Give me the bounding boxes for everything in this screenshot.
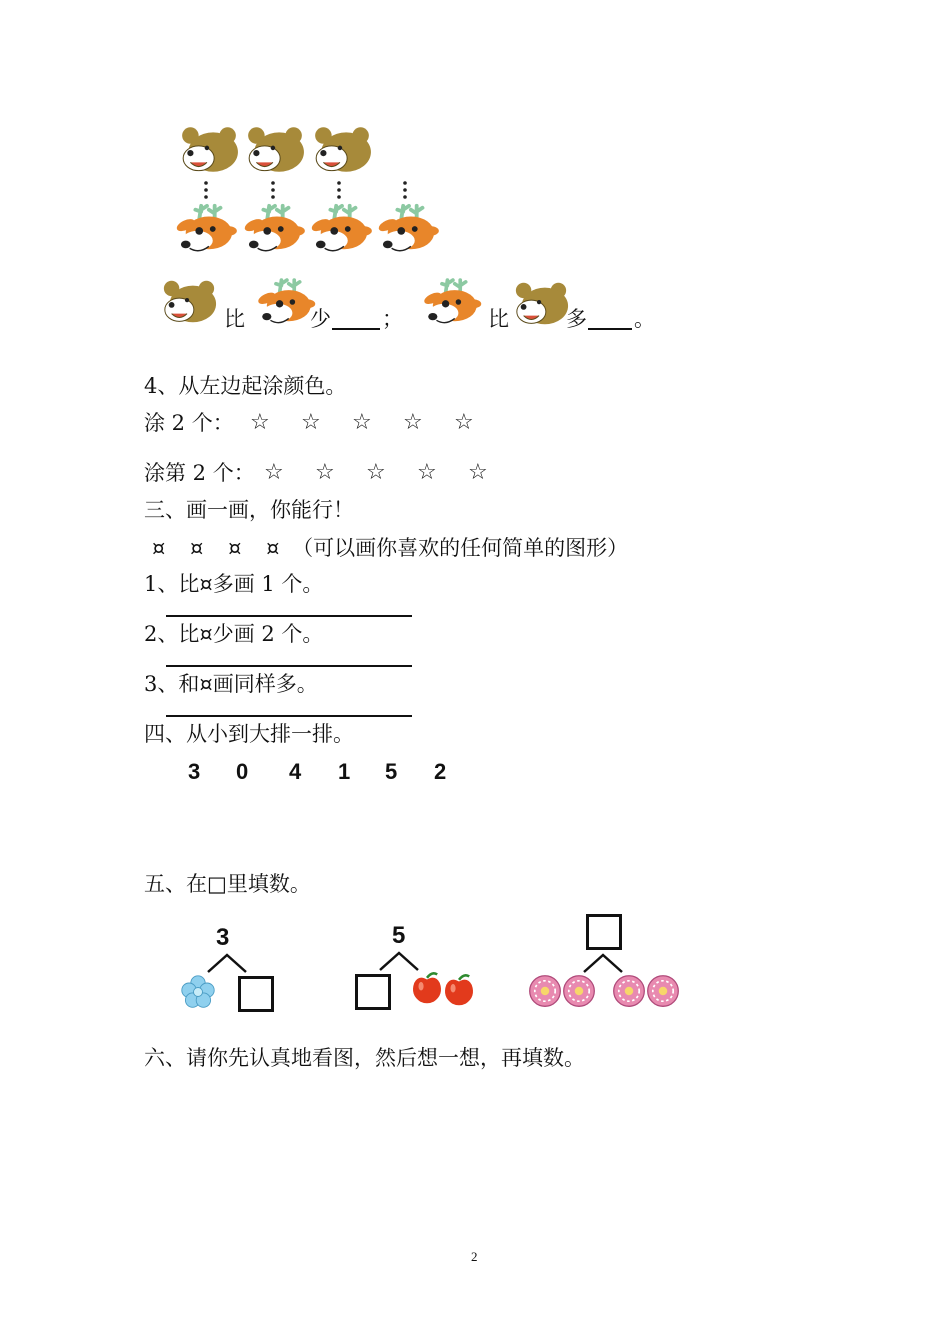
pink-flower-icon <box>646 974 680 1008</box>
number-tree-1 <box>180 920 290 1020</box>
number-item: 0 <box>236 759 249 784</box>
dot-connector <box>270 180 276 202</box>
split-lines <box>378 950 420 972</box>
star-icon[interactable]: ☆ <box>352 410 372 435</box>
sec3-symbols-row <box>152 535 628 561</box>
deer-head-icon <box>307 202 375 256</box>
drawing-line-2[interactable] <box>166 665 412 667</box>
answer-box[interactable] <box>238 976 274 1012</box>
q4-row-1 <box>144 410 544 440</box>
dot-connectors <box>200 180 420 202</box>
q4-row-1-label: 涂 2 个： <box>144 411 234 435</box>
drawing-line-3[interactable] <box>166 715 412 717</box>
sec3-item-2: 2、比¤少画 2 个。 <box>144 622 324 646</box>
q4-row-2 <box>144 460 564 490</box>
compare-separator: ； <box>382 307 403 331</box>
bear-row <box>178 125 378 177</box>
number-item: 5 <box>385 759 398 784</box>
answer-box[interactable] <box>355 974 391 1010</box>
star-icon[interactable]: ☆ <box>250 410 270 435</box>
star-icon[interactable]: ☆ <box>403 410 423 435</box>
bear-head-icon <box>160 278 218 326</box>
answer-blank-2[interactable] <box>588 308 632 330</box>
star-icon[interactable]: ☆ <box>454 410 474 435</box>
split-lines <box>582 952 624 974</box>
number-item: 4 <box>289 759 302 784</box>
number-tree-3 <box>526 910 686 1015</box>
apple-icon <box>442 972 476 1008</box>
star-icon[interactable]: ☆ <box>468 460 488 485</box>
star-icon[interactable]: ☆ <box>366 460 386 485</box>
q4-title: 4、从左边起涂颜色。 <box>144 374 347 398</box>
page-number: 2 <box>471 1249 478 1264</box>
compare-duo: 多 <box>566 307 587 331</box>
sec6-title: 六、请你先认真地看图，然后想一想，再填数。 <box>144 1046 585 1070</box>
number-item: 1 <box>338 759 351 784</box>
dot-connector <box>402 180 408 202</box>
sec3-symbols: ¤ ¤ ¤ ¤ <box>152 536 280 560</box>
pink-flower-icon <box>528 974 562 1008</box>
sec3-item-1: 1、比¤多画 1 个。 <box>144 572 324 596</box>
compare-bi-1: 比 <box>224 307 245 331</box>
sec5-title: 五、在□里填数。 <box>144 872 311 896</box>
dot-connector <box>336 180 342 202</box>
bear-head-icon <box>311 125 373 175</box>
number-item: 3 <box>188 759 201 784</box>
deer-head-icon <box>172 202 240 256</box>
answer-box[interactable] <box>586 914 622 950</box>
star-icon[interactable]: ☆ <box>301 410 321 435</box>
bear-head-icon <box>512 280 570 328</box>
tree-1-top-number: 3 <box>216 924 230 951</box>
tree-2-top-number: 5 <box>392 922 406 949</box>
compare-bi-2: 比 <box>488 307 509 331</box>
drawing-line-1[interactable] <box>166 615 412 617</box>
split-lines <box>206 952 248 974</box>
compare-shao: 少 <box>310 307 331 331</box>
sec3-hint: （可以画你喜欢的任何简单的图形） <box>292 536 629 560</box>
number-item: 2 <box>434 759 447 784</box>
q4-row-2-label: 涂第 2 个： <box>144 461 255 485</box>
sec3-item-3: 3、和¤画同样多。 <box>144 672 318 696</box>
answer-blank-1[interactable] <box>332 308 380 330</box>
bear-head-icon <box>178 125 240 175</box>
deer-head-icon <box>254 276 318 328</box>
deer-head-icon <box>374 202 442 256</box>
comparison-sentence <box>160 278 660 334</box>
sec3-title: 三、画一画，你能行！ <box>144 498 354 522</box>
dot-connector <box>203 180 209 202</box>
star-icon[interactable]: ☆ <box>315 460 335 485</box>
deer-head-icon <box>240 202 308 256</box>
bear-head-icon <box>244 125 306 175</box>
deer-row <box>172 202 452 258</box>
sec4-title: 四、从小到大排一排。 <box>144 722 354 746</box>
star-icon[interactable]: ☆ <box>417 460 437 485</box>
pink-flower-icon <box>612 974 646 1008</box>
deer-head-icon <box>420 276 484 328</box>
apple-icon <box>410 970 444 1006</box>
sec4-numbers <box>188 759 488 787</box>
compare-end: 。 <box>634 307 655 331</box>
blue-flower-icon <box>180 974 216 1010</box>
pink-flower-icon <box>562 974 596 1008</box>
star-icon[interactable]: ☆ <box>264 460 284 485</box>
number-tree-2 <box>352 918 482 1018</box>
